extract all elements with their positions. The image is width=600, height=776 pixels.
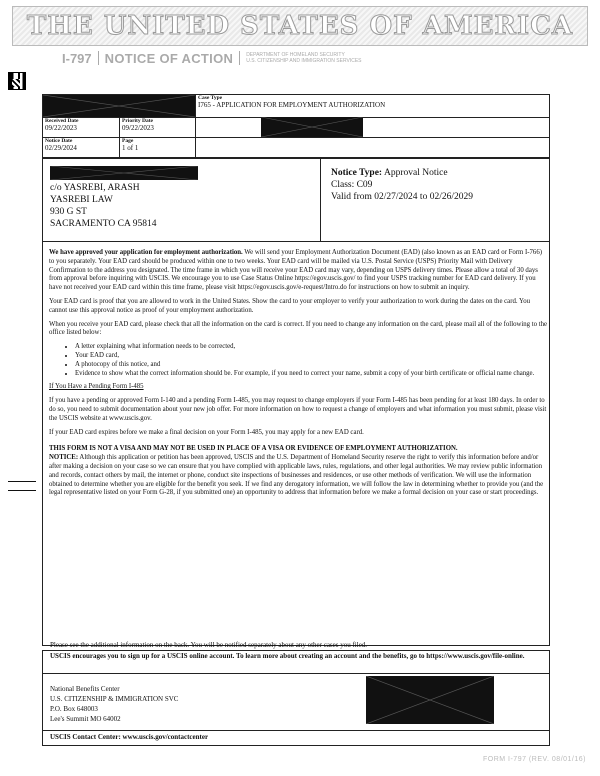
footer-divider (42, 673, 550, 674)
case-type-value: I765 - APPLICATION FOR EMPLOYMENT AUTHORIZATION (198, 101, 386, 109)
additional-info-line: Please see the additional information on the back. You will be notified separately about any other cases you filed. (50, 641, 368, 649)
paragraph-text: We will send your Employment Authorization Document (EAD) (also known as an EAD card or Form I-766) to you separately. Your EAD card should be produced within one to two weeks. Your EAD card will be mailed via U.S. Postal Service (USPS) Priority Mail with Delivery Confirmation to the address you designated. The time frame in which you will receive your EAD card may vary, depending on USPS delivery times. Please allow a total of 30 days from approval before inquiring with USCIS. We encourage you to use Case Status Online https://egov.uscis.gov/ to find your USPS tracking number for EAD card delivery. If you have not received your EAD card within this time frame, please visit https://egov.uscis.gov/e-request/Intro.do for instructions on how to submit an inquiry. (49, 249, 542, 292)
case-type-cell (195, 95, 549, 117)
priority-date-label: Priority Date (122, 118, 153, 124)
notice-type (331, 167, 546, 179)
received-date-label: Received Date (45, 118, 79, 124)
department-line-1: DEPARTMENT OF HOMELAND SECURITY (246, 52, 345, 58)
priority-date-value: 09/22/2023 (122, 124, 154, 132)
redacted-name (50, 166, 198, 180)
contact-divider (42, 730, 550, 731)
paragraph: If your EAD card expires before we make a final decision on your Form I-485, you may apply for a new EAD card. (49, 428, 364, 436)
paragraph: When you receive your EAD card, please check that all the information on the card is correct. If you need to change any information on the card, please mail all of the following to the office listed below: (49, 320, 548, 337)
redacted-receipt-number (43, 95, 195, 117)
address-line: c/o YASREBI, ARASH (50, 183, 140, 193)
address-line: 930 G ST (50, 207, 87, 217)
form-header (62, 50, 582, 66)
page-value: 1 of 1 (122, 144, 139, 152)
divider (239, 51, 240, 65)
office-line: National Benefits Center (50, 685, 120, 693)
case-type-label: Case Type (198, 95, 223, 101)
contact-center-line (50, 733, 546, 742)
redacted-barcode (366, 676, 494, 724)
redacted-beneficiary (261, 117, 363, 137)
paragraph (49, 249, 548, 293)
warning-block (49, 445, 548, 498)
address-line: YASREBI LAW (50, 195, 113, 205)
list-item: • Evidence to show what the correct information should be. For example, if you need to correct your name, submit a copy of your birth certificate or official name change. (75, 370, 548, 379)
contact-center-text: USCIS Contact Center: www.uscis.gov/contactcenter (50, 733, 209, 741)
notice-body-text (49, 249, 548, 498)
notice-label: NOTICE: (49, 454, 79, 462)
office-address (50, 684, 290, 724)
page-label: Page (122, 138, 134, 144)
notice-type-block (331, 167, 546, 203)
fold-mark (8, 490, 36, 491)
list-item: • A photocopy of this notice, and (75, 361, 548, 370)
section-heading: If You Have a Pending Form I-485 (49, 383, 144, 391)
online-account-text: USCIS encourages you to sign up for a USCIS online account. To learn more about creating an account and the benefits, go to https://www.uscis.gov/file-online. (50, 652, 525, 660)
office-line: P.O. Box 648003 (50, 705, 98, 713)
notice-type-value: Approval Notice (383, 168, 448, 178)
notice-text: Although this application or petition has been approved, USCIS and the U.S. Department of Homeland Security reserve the right to verify this information before and/or after making a decision on your case so we can ensure that you have complied with applicable laws, rules, regulations, and other legal authorities. We may review public information and records, contact others by mail, the internet or phone, conduct site inspections of businesses and residences, or use other methods of verification. We will use the information obtained to determine whether you are eligible for the benefit you seek. If we find any derogatory information, we will follow the law in determining whether to provide you (and the legal representative listed on your Form G-28, if you submitted one) an opportunity to address that information before we make a formal decision on your case or start proceedings. (49, 454, 544, 497)
office-line: Lee's Summit MO 64002 (50, 715, 121, 723)
notice-date-cell (43, 138, 119, 157)
not-a-visa-warning: THIS FORM IS NOT A VISA AND MAY NOT BE USED IN PLACE OF A VISA OR EVIDENCE OF EMPLOYMENT AUTHORIZATION. (49, 445, 458, 453)
notice-title: NOTICE OF ACTION (104, 50, 234, 66)
divider (98, 51, 99, 65)
department-line-2: U.S. CITIZENSHIP AND IMMIGRATION SERVICES (246, 58, 362, 64)
case-info-table (42, 94, 550, 158)
page-cell (119, 138, 195, 157)
banner-text: THE UNITED STATES OF AMERICA (26, 11, 574, 41)
approval-statement: We have approved your application for employment authorization. (49, 249, 243, 256)
received-date-cell (43, 118, 119, 137)
department-name (246, 52, 361, 64)
class-code: Class: C09 (331, 180, 373, 190)
notice-date-label: Notice Date (45, 138, 73, 144)
qr-code-icon (8, 72, 26, 90)
form-number: I-797 (62, 50, 92, 66)
recipient-address (50, 182, 310, 230)
address-column-divider (320, 158, 321, 241)
list-item: • A letter explaining what information needs to be corrected, (75, 343, 548, 352)
paragraph: Your EAD card is proof that you are allowed to work in the United States. Show the card to your employer to verify your authorization to work during the dates on the card. You cannot use this approval notice as proof of your employment authorization. (49, 297, 531, 314)
address-line: SACRAMENTO CA 95814 (50, 219, 157, 229)
banner (12, 6, 588, 46)
received-date-value: 09/22/2023 (45, 124, 77, 132)
notice-date-value: 02/29/2024 (45, 144, 77, 152)
list-item: • Your EAD card, (75, 352, 548, 361)
address-row-divider (42, 241, 550, 242)
online-account-line (50, 652, 546, 661)
required-items-list (49, 343, 548, 378)
notice-type-label: Notice Type: (331, 168, 383, 178)
paragraph: If you have a pending or approved Form I-140 and a pending Form I-485, you may request to change employers if your Form I-485 has been pending for at least 180 days. In order to do so, you need to submit documentation about your new job offer. For more information on how to request a change of employers and what information you must submit, please visit the USCIS website at www.uscis.gov. (49, 397, 547, 422)
priority-date-cell (119, 118, 195, 137)
office-line: U.S. CITIZENSHIP & IMMIGRATION SVC (50, 695, 179, 703)
fold-mark (8, 481, 36, 482)
validity-period: Valid from 02/27/2024 to 02/26/2029 (331, 192, 473, 202)
form-revision: FORM I-797 (REV. 08/01/16) (482, 756, 586, 763)
